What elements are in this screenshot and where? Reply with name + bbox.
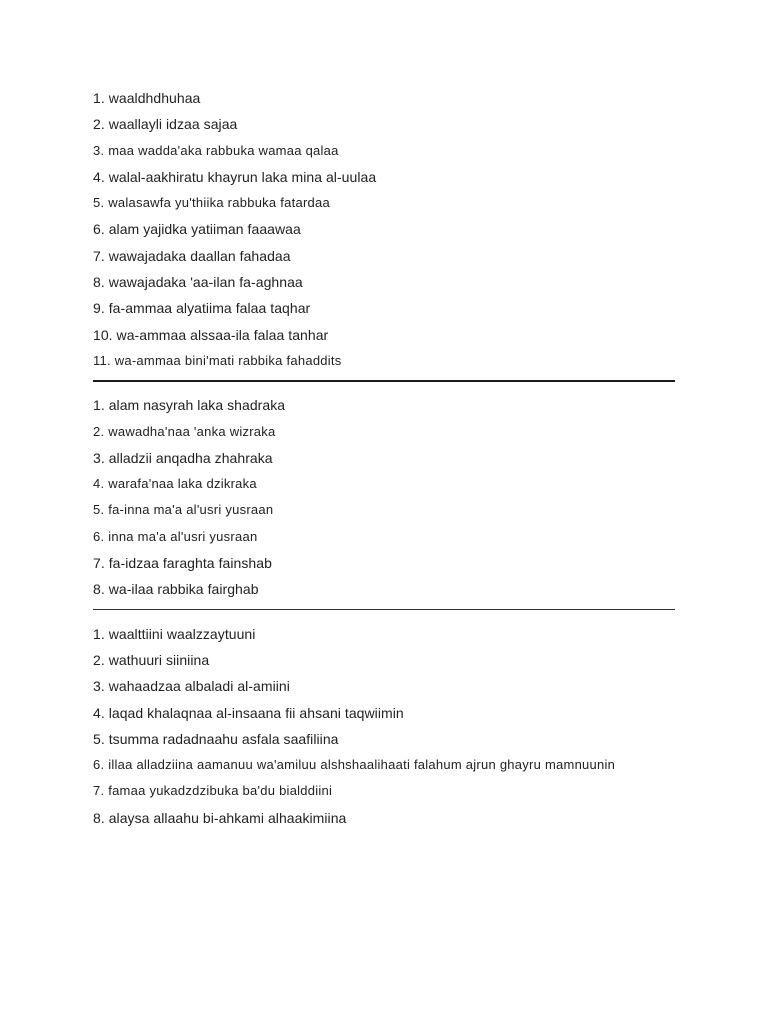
surah-section-1 <box>93 86 675 375</box>
verse-line: 6. illaa alladziina aamanuu wa'amiluu alshshaalihaati falahum ajrun ghayru mamnuunin <box>93 757 616 773</box>
section-divider-thick <box>93 380 675 382</box>
verse-line: 6. inna ma'a al'usri yusraan <box>93 528 258 544</box>
document-page <box>93 86 675 832</box>
verse-line: 2. wawadha'naa 'anka wizraka <box>93 423 276 439</box>
section-divider-thin <box>93 609 675 610</box>
verse-line: 4. laqad khalaqnaa al-insaana fii ahsani taqwiimin <box>93 704 404 721</box>
verse-line: 5. tsumma radadnaahu asfala saafiliina <box>93 730 339 747</box>
verse-line: 7. wawajadaka daallan fahadaa <box>93 247 291 264</box>
verse-line: 9. fa-ammaa alyatiima falaa taqhar <box>93 300 311 317</box>
verse-line: 5. fa-inna ma'a al'usri yusraan <box>93 502 274 518</box>
verse-line: 3. alladzii anqadha zhahraka <box>93 449 273 466</box>
verse-line: 2. waallayli idzaa sajaa <box>93 116 238 133</box>
verse-line: 8. alaysa allaahu bi-ahkami alhaakimiina <box>93 809 347 826</box>
verse-line: 11. wa-ammaa bini'mati rabbika fahaddits <box>93 352 342 368</box>
verse-line: 5. walasawfa yu'thiika rabbuka fatardaa <box>93 195 330 211</box>
verse-line: 4. warafa'naa laka dzikraka <box>93 476 257 492</box>
verse-line: 7. fa-idzaa faraghta fainshab <box>93 555 272 572</box>
verse-line: 10. wa-ammaa alssaa-ila falaa tanhar <box>93 326 329 343</box>
verse-line: 1. waalttiini waalzzaytuuni <box>93 625 256 642</box>
verse-line: 2. wathuuri siiniina <box>93 651 210 668</box>
verse-line: 3. wahaadzaa albaladi al-amiini <box>93 678 290 695</box>
surah-section-3 <box>93 622 675 832</box>
verse-line: 7. famaa yukadzdzibuka ba'du bialddiini <box>93 783 333 799</box>
verse-line: 6. alam yajidka yatiiman faaawaa <box>93 221 301 238</box>
verse-line: 3. maa wadda'aka rabbuka wamaa qalaa <box>93 142 339 158</box>
surah-section-2 <box>93 393 675 603</box>
verse-line: 8. wa-ilaa rabbika fairghab <box>93 581 259 598</box>
verse-line: 8. wawajadaka 'aa-ilan fa-aghnaa <box>93 274 303 291</box>
verse-line: 4. walal-aakhiratu khayrun laka mina al-uulaa <box>93 168 377 185</box>
verse-line: 1. alam nasyrah laka shadraka <box>93 397 286 414</box>
verse-line: 1. waaldhdhuhaa <box>93 90 201 106</box>
